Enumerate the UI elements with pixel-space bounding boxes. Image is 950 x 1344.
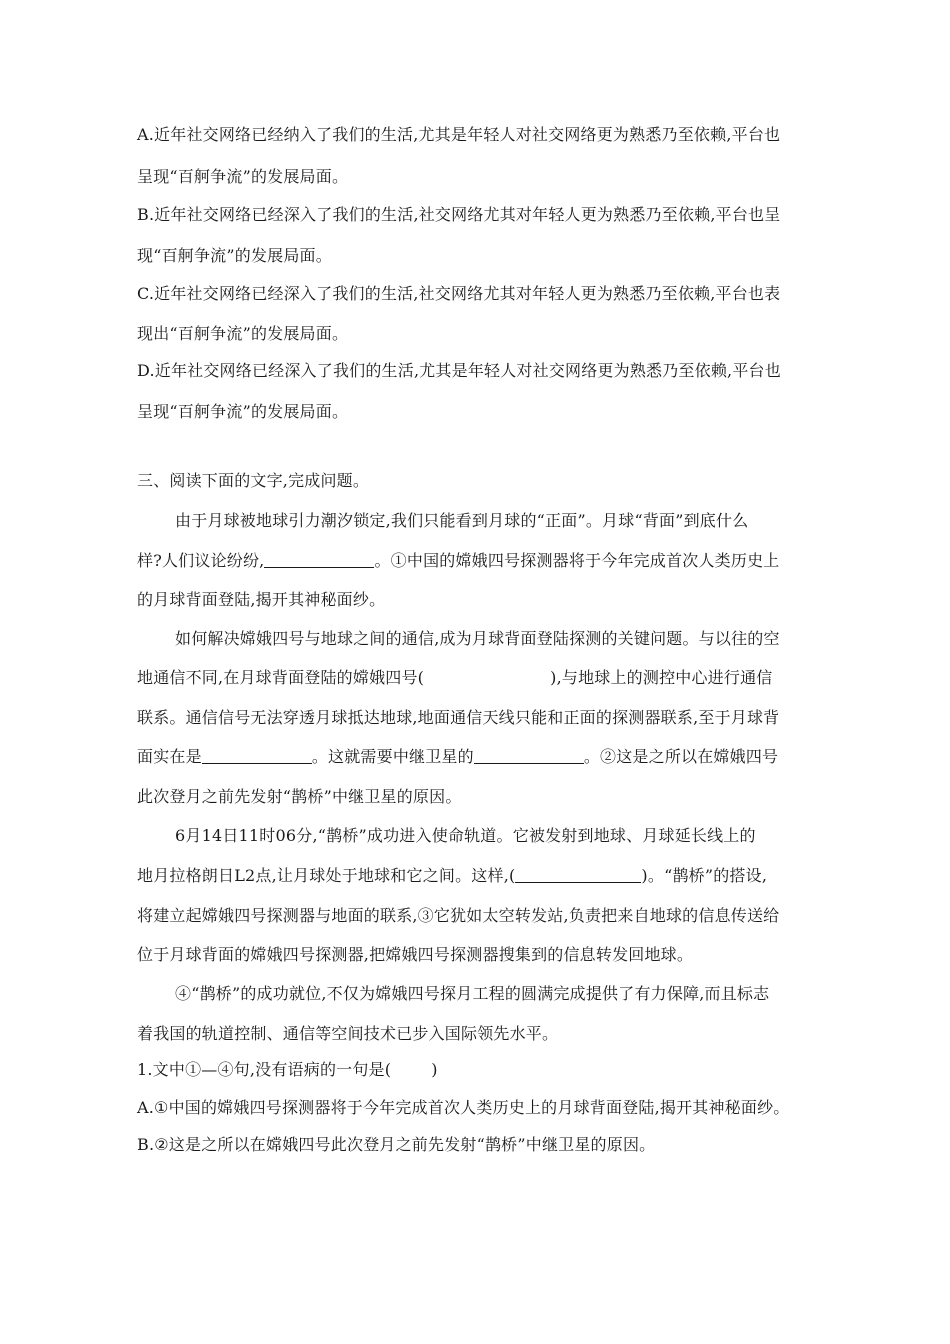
para2-line4-mid: 。这就需要中继卫星的 <box>311 747 474 766</box>
para3-line4: 位于月球背面的嫦娥四号探测器,把嫦娥四号探测器搜集到的信息转发回地球。 <box>137 945 694 964</box>
fill-blank-3 <box>474 747 584 764</box>
para4-line1: ④“鹊桥”的成功就位,不仅为嫦娥四号探月工程的圆满完成提供了有力保障,而且标志 <box>175 984 770 1003</box>
section-heading: 三、阅读下面的文字,完成问题。 <box>137 471 370 490</box>
para2-line4-end: 。②这是之所以在嫦娥四号 <box>583 747 779 766</box>
para2-line3: 联系。通信信号无法穿透月球抵达地球,地面通信天线只能和正面的探测器联系,至于月球背 <box>137 708 780 727</box>
para1-line2-end: 。①中国的嫦娥四号探测器将于今年完成首次人类历史上 <box>374 551 780 570</box>
question1-stem <box>137 1059 438 1081</box>
para3-line1: 6月14日11时06分,“鹊桥”成功进入使命轨道。它被发射到地球、月球延长线上的 <box>175 826 756 845</box>
para2-line2-end: ),与地球上的测控中心进行通信 <box>550 668 773 687</box>
option-b-line2: 现“百舸争流”的发展局面。 <box>137 246 332 265</box>
para3-line3: 将建立起嫦娥四号探测器与地面的联系,③它犹如太空转发站,负责把来自地球的信息传送给 <box>137 906 780 925</box>
para1-line2 <box>137 550 779 572</box>
fill-blank-1 <box>264 551 374 568</box>
option-d-line2: 呈现“百舸争流”的发展局面。 <box>137 402 349 421</box>
question1-stem-start: 1.文中①—④句,没有语病的一句是( <box>137 1060 392 1079</box>
para3-line2-end: )。“鹊桥”的搭设, <box>641 866 768 885</box>
option-a-line2: 呈现“百舸争流”的发展局面。 <box>137 167 349 186</box>
question1-stem-end: ) <box>431 1060 438 1079</box>
option-a-line1: A.近年社交网络已经纳入了我们的生活,尤其是年轻人对社交网络更为熟悉乃至依赖,平台也 <box>137 125 781 144</box>
question1-option-a: A.①中国的嫦娥四号探测器将于今年完成首次人类历史上的月球背面登陆,揭开其神秘面纱。 <box>137 1098 790 1117</box>
para2-line2-start: 地通信不同,在月球背面登陆的嫦娥四号( <box>137 668 425 687</box>
para2-line1: 如何解决嫦娥四号与地球之间的通信,成为月球背面登陆探测的关键问题。与以往的空 <box>175 629 780 648</box>
question1-option-b: B.②这是之所以在嫦娥四号此次登月之前先发射“鹊桥”中继卫星的原因。 <box>137 1135 656 1154</box>
para1-line1: 由于月球被地球引力潮汐锁定,我们只能看到月球的“正面”。月球“背面”到底什么 <box>175 511 749 530</box>
para1-line2-start: 样?人们议论纷纷, <box>137 551 265 570</box>
para4-line2: 着我国的轨道控制、通信等空间技术已步入国际领先水平。 <box>137 1024 559 1043</box>
para2-line2 <box>137 667 772 689</box>
fill-blank-2 <box>202 747 312 764</box>
para1-line3: 的月球背面登陆,揭开其神秘面纱。 <box>137 590 386 609</box>
para3-line2 <box>137 865 767 887</box>
para2-line4-start: 面实在是 <box>137 747 202 766</box>
para3-line2-start: 地月拉格朗日L2点,让月球处于地球和它之间。这样,( <box>137 866 516 885</box>
para2-line5: 此次登月之前先发射“鹊桥”中继卫星的原因。 <box>137 787 462 806</box>
option-c-line2: 现出“百舸争流”的发展局面。 <box>137 324 349 343</box>
fill-blank-4 <box>515 866 641 883</box>
para2-line4 <box>137 746 778 768</box>
option-c-line1: C.近年社交网络已经深入了我们的生活,社交网络尤其对年轻人更为熟悉乃至依赖,平台也表 <box>137 284 781 303</box>
option-d-line1: D.近年社交网络已经深入了我们的生活,尤其是年轻人对社交网络更为熟悉乃至依赖,平台也 <box>137 361 781 380</box>
option-b-line1: B.近年社交网络已经深入了我们的生活,社交网络尤其对年轻人更为熟悉乃至依赖,平台也呈 <box>137 205 781 224</box>
